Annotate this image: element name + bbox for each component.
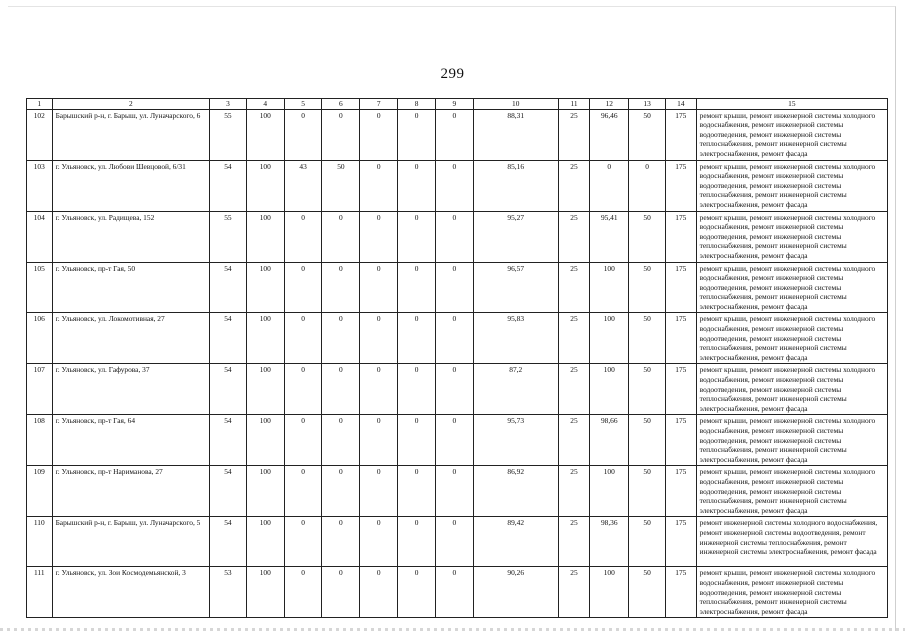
table-cell: 175	[665, 466, 696, 517]
works-cell: ремонт крыши, ремонт инженерной системы холодного водоснабжения, ремонт инженерной системы водоотведения, ремонт инженерной системы теплоснабжения, ремонт инженерной системы электроснабжения, ремонт фасада	[696, 160, 887, 211]
works-cell: ремонт инженерной системы холодного водоснабжения, ремонт инженерной системы водоотведения, ремонт инженерной системы теплоснабжения, ремонт инженерной системы электроснабжения, ремонт фасада	[696, 517, 887, 567]
table-cell: 106	[27, 313, 53, 364]
table-row	[27, 211, 888, 262]
table-cell: 0	[360, 313, 398, 364]
address-cell: г. Ульяновск, пр-т Гая, 50	[52, 262, 209, 313]
address-cell: г. Ульяновск, ул. Локомотивная, 27	[52, 313, 209, 364]
table-cell: 175	[665, 364, 696, 415]
table-cell: 54	[210, 415, 247, 466]
table-cell: 102	[27, 109, 53, 160]
table-cell: 50	[629, 415, 666, 466]
table-cell: 25	[558, 364, 590, 415]
column-header-4: 4	[246, 99, 284, 110]
column-header-12: 12	[590, 99, 629, 110]
table-cell: 100	[246, 364, 284, 415]
table-cell: 25	[558, 160, 590, 211]
table-cell: 0	[360, 567, 398, 618]
works-cell: ремонт крыши, ремонт инженерной системы холодного водоснабжения, ремонт инженерной системы водоотведения, ремонт инженерной системы теплоснабжения, ремонт инженерной системы электроснабжения, ремонт фасада	[696, 313, 887, 364]
table-cell: 95,41	[590, 211, 629, 262]
table-row	[27, 415, 888, 466]
works-cell: ремонт крыши, ремонт инженерной системы холодного водоснабжения, ремонт инженерной системы водоотведения, ремонт инженерной системы теплоснабжения, ремонт инженерной системы электроснабжения, ремонт фасада	[696, 211, 887, 262]
column-header-2: 2	[52, 99, 209, 110]
column-header-10: 10	[473, 99, 558, 110]
table-cell: 100	[246, 466, 284, 517]
table-cell: 0	[284, 517, 322, 567]
table-cell: 0	[398, 517, 436, 567]
works-cell: ремонт крыши, ремонт инженерной системы холодного водоснабжения, ремонт инженерной системы водоотведения, ремонт инженерной системы теплоснабжения, ремонт инженерной системы электроснабжения, ремонт фасада	[696, 262, 887, 313]
works-cell: ремонт крыши, ремонт инженерной системы холодного водоснабжения, ремонт инженерной системы водоотведения, ремонт инженерной системы теплоснабжения, ремонт инженерной системы электроснабжения, ремонт фасада	[696, 567, 887, 618]
table-cell: 50	[629, 517, 666, 567]
table-cell: 100	[246, 211, 284, 262]
table-cell: 0	[360, 160, 398, 211]
table-cell: 54	[210, 160, 247, 211]
table-cell: 0	[360, 466, 398, 517]
table-cell: 50	[629, 313, 666, 364]
table-cell: 0	[398, 160, 436, 211]
table-cell: 105	[27, 262, 53, 313]
table-cell: 109	[27, 466, 53, 517]
table-cell: 89,42	[473, 517, 558, 567]
table-cell: 0	[435, 160, 473, 211]
table-cell: 25	[558, 466, 590, 517]
table-cell: 0	[360, 262, 398, 313]
column-header-14: 14	[665, 99, 696, 110]
column-header-15: 15	[696, 99, 887, 110]
table-cell: 98,66	[590, 415, 629, 466]
table-cell: 86,92	[473, 466, 558, 517]
column-header-6: 6	[322, 99, 360, 110]
table-cell: 25	[558, 517, 590, 567]
table-cell: 0	[284, 211, 322, 262]
table-cell: 0	[398, 262, 436, 313]
table-cell: 50	[629, 211, 666, 262]
table-cell: 0	[360, 364, 398, 415]
table-cell: 50	[629, 567, 666, 618]
works-cell: ремонт крыши, ремонт инженерной системы холодного водоснабжения, ремонт инженерной системы водоотведения, ремонт инженерной системы теплоснабжения, ремонт инженерной системы электроснабжения, ремонт фасада	[696, 364, 887, 415]
table-cell: 0	[284, 466, 322, 517]
table-row	[27, 109, 888, 160]
table-cell: 0	[435, 466, 473, 517]
table-cell: 111	[27, 567, 53, 618]
table-cell: 0	[322, 313, 360, 364]
works-cell: ремонт крыши, ремонт инженерной системы холодного водоснабжения, ремонт инженерной системы водоотведения, ремонт инженерной системы теплоснабжения, ремонт инженерной системы электроснабжения, ремонт фасада	[696, 109, 887, 160]
address-cell: Барышский р-н, г. Барыш, ул. Луначарского, 5	[52, 517, 209, 567]
table-cell: 0	[435, 517, 473, 567]
table-cell: 50	[629, 109, 666, 160]
table-cell: 95,73	[473, 415, 558, 466]
table-cell: 95,83	[473, 313, 558, 364]
table-cell: 54	[210, 517, 247, 567]
table-cell: 0	[284, 262, 322, 313]
table-cell: 50	[629, 364, 666, 415]
table-cell: 0	[435, 109, 473, 160]
table-cell: 25	[558, 262, 590, 313]
address-cell: г. Ульяновск, пр-т Гая, 64	[52, 415, 209, 466]
table-cell: 0	[322, 109, 360, 160]
table-cell: 0	[398, 567, 436, 618]
table-cell: 0	[322, 364, 360, 415]
table-row	[27, 262, 888, 313]
table-cell: 54	[210, 313, 247, 364]
address-cell: г. Ульяновск, пр-т Нариманова, 27	[52, 466, 209, 517]
table-cell: 0	[435, 567, 473, 618]
table-row	[27, 364, 888, 415]
table-cell: 175	[665, 567, 696, 618]
table-cell: 0	[398, 466, 436, 517]
table-cell: 0	[360, 109, 398, 160]
works-cell: ремонт крыши, ремонт инженерной системы холодного водоснабжения, ремонт инженерной системы водоотведения, ремонт инженерной системы теплоснабжения, ремонт инженерной системы электроснабжения, ремонт фасада	[696, 466, 887, 517]
table-cell: 0	[435, 364, 473, 415]
table-cell: 25	[558, 109, 590, 160]
address-cell: Барышский р-н, г. Барыш, ул. Луначарского, 6	[52, 109, 209, 160]
table-cell: 0	[360, 517, 398, 567]
table-cell: 0	[398, 364, 436, 415]
column-header-11: 11	[558, 99, 590, 110]
table-cell: 110	[27, 517, 53, 567]
table-cell: 0	[322, 567, 360, 618]
table-cell: 43	[284, 160, 322, 211]
address-cell: г. Ульяновск, ул. Радищева, 152	[52, 211, 209, 262]
table-cell: 0	[322, 517, 360, 567]
table-cell: 25	[558, 211, 590, 262]
table-cell: 0	[284, 415, 322, 466]
table-cell: 175	[665, 211, 696, 262]
table-cell: 0	[435, 211, 473, 262]
table-cell: 100	[246, 109, 284, 160]
table-row	[27, 313, 888, 364]
table-cell: 100	[590, 567, 629, 618]
table-cell: 0	[360, 415, 398, 466]
table-cell: 54	[210, 466, 247, 517]
address-cell: г. Ульяновск, ул. Гафурова, 37	[52, 364, 209, 415]
table-cell: 54	[210, 364, 247, 415]
table-cell: 88,31	[473, 109, 558, 160]
table-cell: 0	[322, 211, 360, 262]
table-cell: 100	[246, 415, 284, 466]
table-cell: 0	[398, 211, 436, 262]
column-header-9: 9	[435, 99, 473, 110]
table-cell: 100	[246, 517, 284, 567]
table-cell: 0	[322, 415, 360, 466]
table-cell: 53	[210, 567, 247, 618]
table-cell: 0	[435, 313, 473, 364]
table-cell: 55	[210, 211, 247, 262]
table-cell: 175	[665, 517, 696, 567]
table-row	[27, 517, 888, 567]
table-cell: 100	[246, 160, 284, 211]
table-cell: 100	[590, 313, 629, 364]
works-cell: ремонт крыши, ремонт инженерной системы холодного водоснабжения, ремонт инженерной системы водоотведения, ремонт инженерной системы теплоснабжения, ремонт инженерной системы электроснабжения, ремонт фасада	[696, 415, 887, 466]
scan-artifact	[0, 628, 905, 631]
address-cell: г. Ульяновск, ул. Зои Космодемьянской, 3	[52, 567, 209, 618]
column-header-5: 5	[284, 99, 322, 110]
table-cell: 175	[665, 415, 696, 466]
repair-table	[26, 98, 888, 618]
column-header-3: 3	[210, 99, 247, 110]
table-cell: 0	[629, 160, 666, 211]
table-cell: 25	[558, 313, 590, 364]
table-cell: 104	[27, 211, 53, 262]
table-cell: 50	[629, 466, 666, 517]
table-cell: 96,46	[590, 109, 629, 160]
table-cell: 50	[629, 262, 666, 313]
table-cell: 0	[398, 313, 436, 364]
table-cell: 175	[665, 313, 696, 364]
table-cell: 54	[210, 262, 247, 313]
table-cell: 100	[246, 262, 284, 313]
table-cell: 0	[322, 466, 360, 517]
table-cell: 103	[27, 160, 53, 211]
table-cell: 90,26	[473, 567, 558, 618]
table-cell: 0	[398, 109, 436, 160]
table-cell: 100	[246, 567, 284, 618]
table-cell: 175	[665, 109, 696, 160]
header-row	[27, 99, 888, 110]
table-cell: 0	[398, 415, 436, 466]
table-cell: 50	[322, 160, 360, 211]
table-body	[27, 109, 888, 618]
table-cell: 0	[284, 313, 322, 364]
table-cell: 0	[590, 160, 629, 211]
table-cell: 175	[665, 262, 696, 313]
table-cell: 25	[558, 567, 590, 618]
address-cell: г. Ульяновск, ул. Любови Шевцовой, 6/31	[52, 160, 209, 211]
table-cell: 0	[284, 567, 322, 618]
table-cell: 55	[210, 109, 247, 160]
table-row	[27, 567, 888, 618]
table-cell: 0	[284, 364, 322, 415]
table-row	[27, 160, 888, 211]
table-cell: 0	[360, 211, 398, 262]
table-cell: 100	[590, 466, 629, 517]
table-cell: 100	[590, 364, 629, 415]
table-cell: 98,36	[590, 517, 629, 567]
column-header-1: 1	[27, 99, 53, 110]
table-cell: 0	[435, 262, 473, 313]
table-cell: 0	[435, 415, 473, 466]
table-row	[27, 466, 888, 517]
table-cell: 85,16	[473, 160, 558, 211]
page-number: 299	[440, 66, 465, 82]
table-cell: 100	[246, 313, 284, 364]
table-cell: 95,27	[473, 211, 558, 262]
table-cell: 25	[558, 415, 590, 466]
table-header	[27, 99, 888, 110]
column-header-7: 7	[360, 99, 398, 110]
table-cell: 96,57	[473, 262, 558, 313]
table-cell: 0	[284, 109, 322, 160]
table-cell: 100	[590, 262, 629, 313]
table-cell: 175	[665, 160, 696, 211]
table-cell: 0	[322, 262, 360, 313]
table-cell: 108	[27, 415, 53, 466]
table-cell: 87,2	[473, 364, 558, 415]
table-cell: 107	[27, 364, 53, 415]
column-header-8: 8	[398, 99, 436, 110]
column-header-13: 13	[629, 99, 666, 110]
